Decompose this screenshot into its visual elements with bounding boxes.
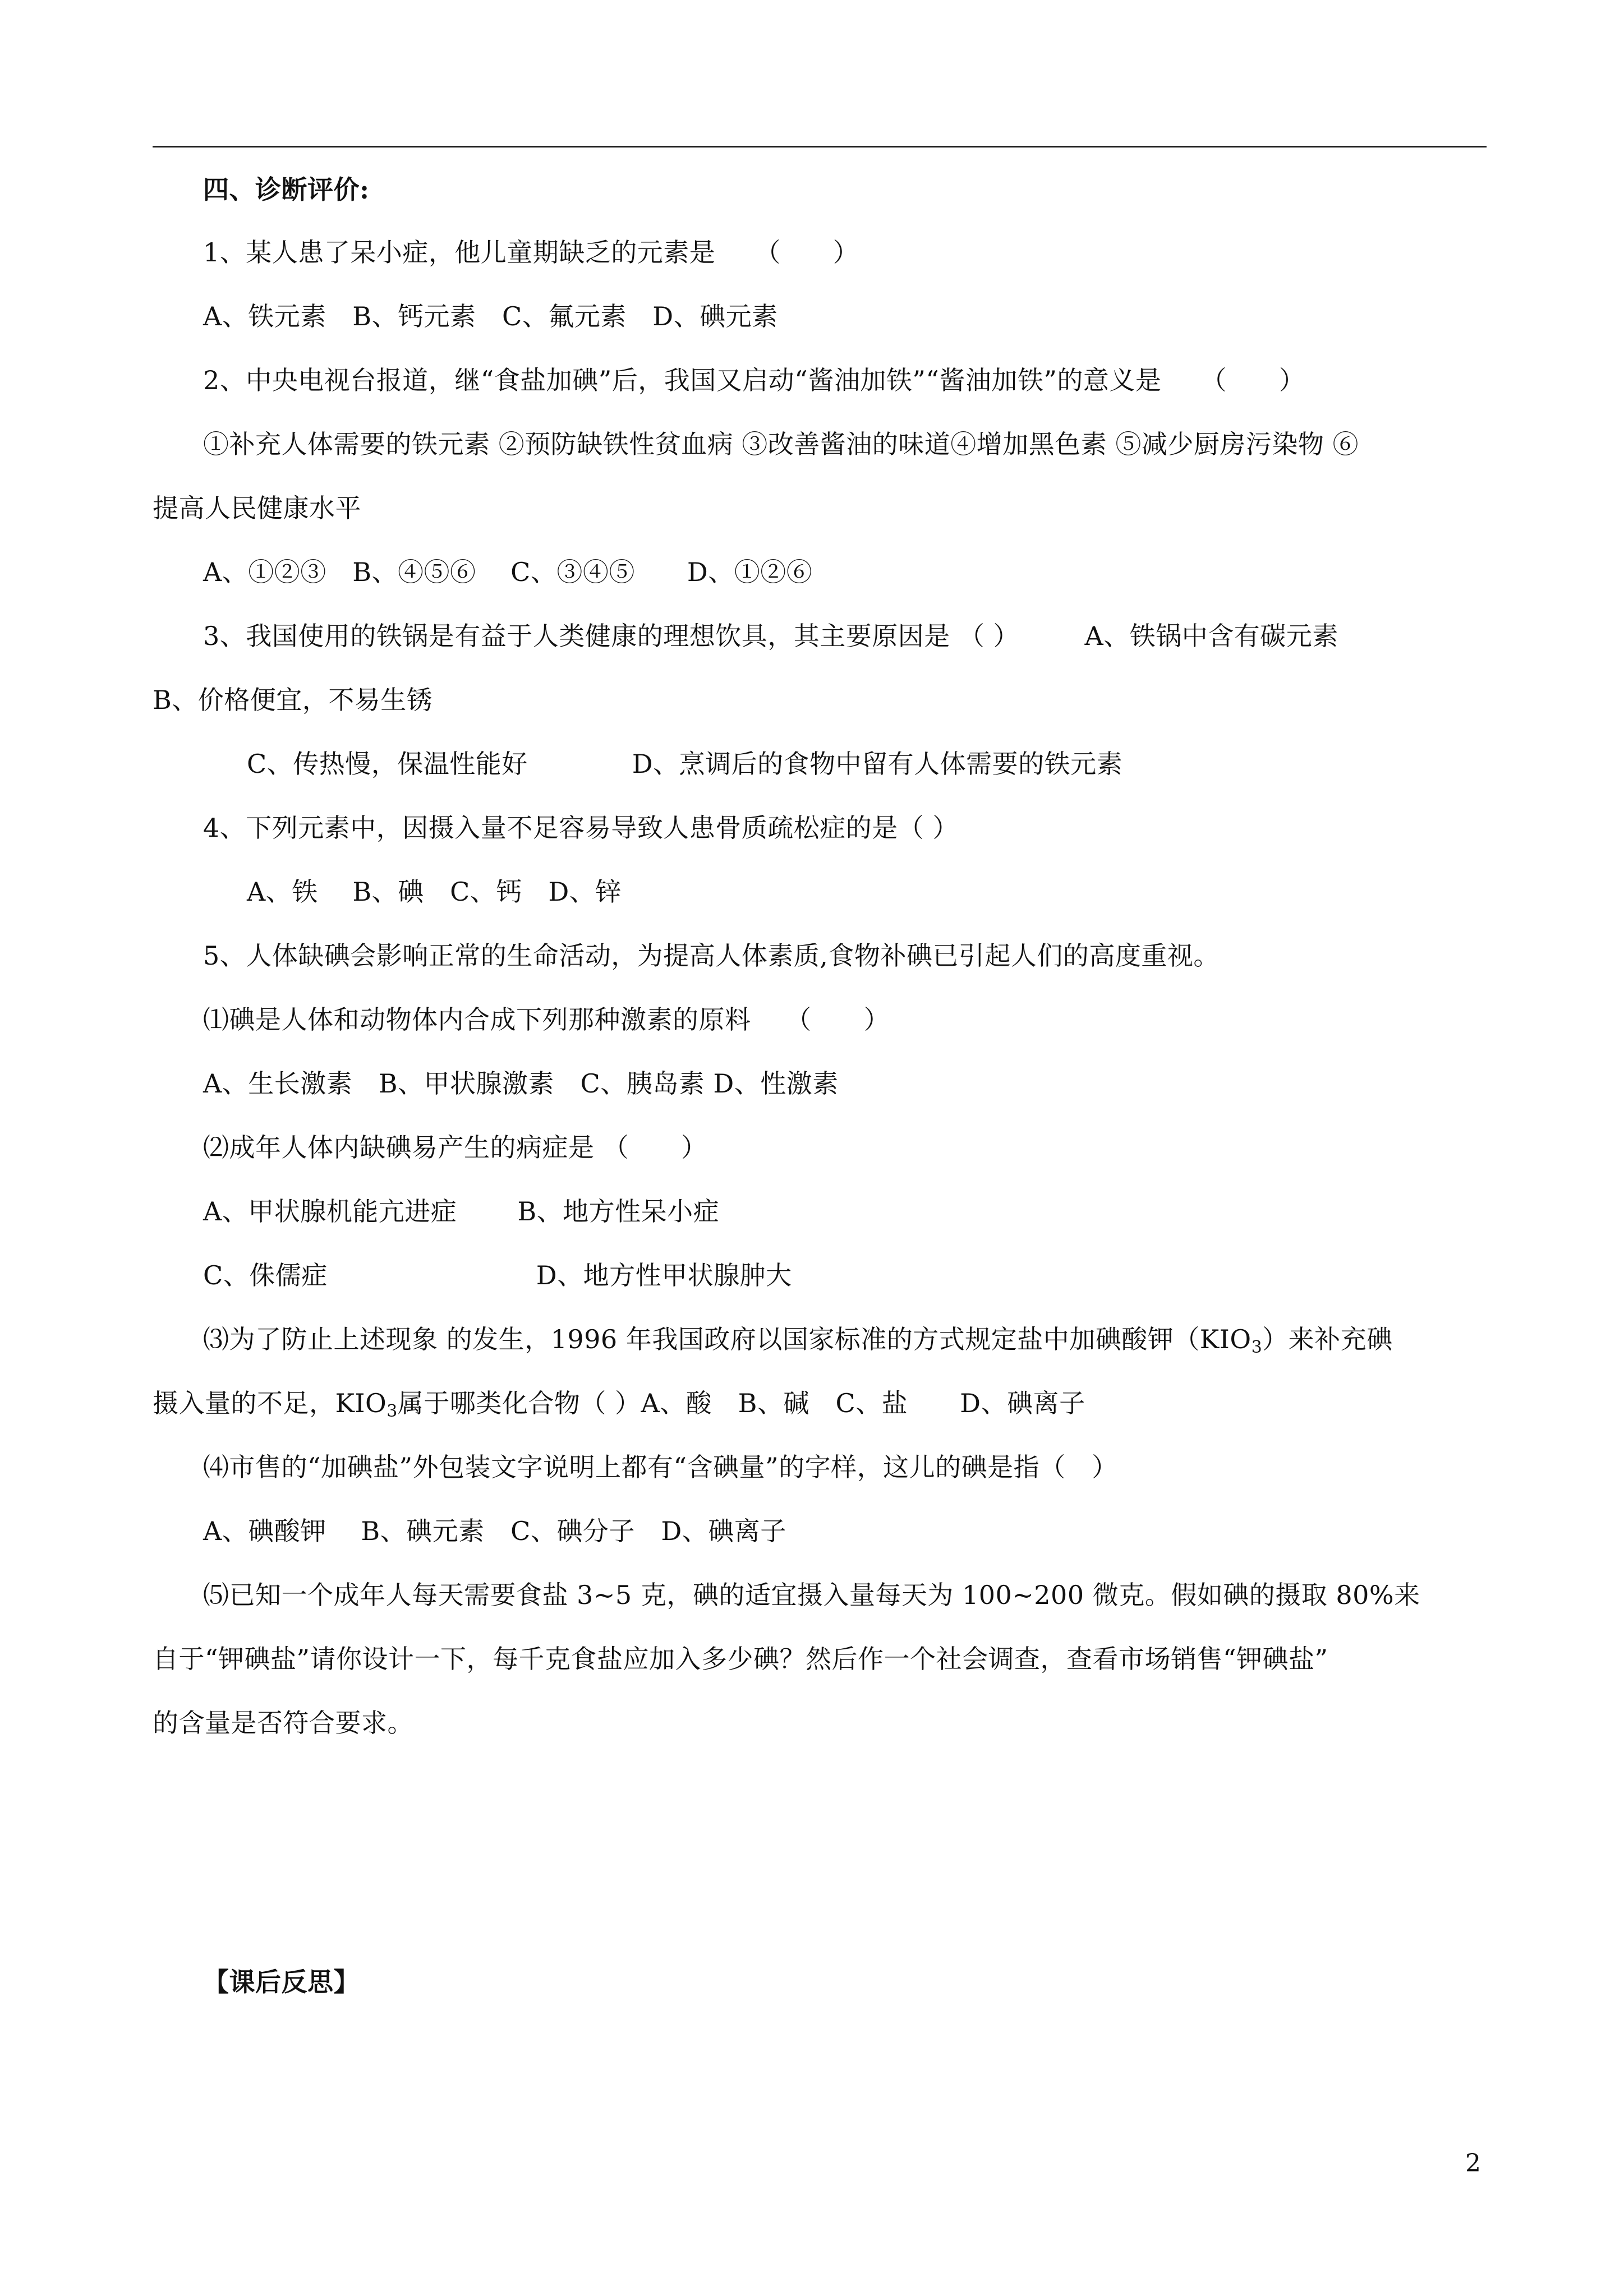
q5-part3-line1-text: ⑶为了防止上述现象 的发生，1996 年我国政府以国家标准的方式规定盐中加碘酸钾（KIO <box>203 1324 1252 1354</box>
q2-stem: 2、中央电视台报道，继“食盐加碘”后，我国又启动“酱油加铁”“酱油加铁”的意义是 （ ） <box>203 365 1305 395</box>
q2-statements-line1: ①补充人体需要的铁元素 ②预防缺铁性贫血病 ③改善酱油的味道④增加黑色素 ⑤减少厨房污染物 ⑥ <box>203 429 1359 459</box>
q5-part3-line1 <box>203 1322 1393 1356</box>
kio3-subscript: 3 <box>1251 1338 1263 1357</box>
page-number: 2 <box>1465 2149 1481 2178</box>
q5-part5-line1: ⑸已知一个成年人每天需要食盐 3~5 克，碘的适宜摄入量每天为 100~200 微克。假如碘的摄取 80%来 <box>203 1580 1420 1610</box>
q5-stem: 5、人体缺碘会影响正常的生命活动，为提高人体素质,食物补碘已引起人们的高度重视。 <box>203 940 1220 971</box>
reflection-title: 【课后反思】 <box>203 1967 360 1997</box>
q5-part3-line1-tail: ）来补充碘 <box>1262 1324 1393 1354</box>
q5-part1: ⑴碘是人体和动物体内合成下列那种激素的原料 （ ） <box>203 1004 890 1035</box>
q5-part3-line2 <box>153 1386 1085 1420</box>
header-rule <box>153 146 1487 147</box>
q5-part4: ⑷市售的“加碘盐”外包装文字说明上都有“含碘量”的字样，这儿的碘是指（ ） <box>203 1452 1118 1482</box>
q1-stem: 1、某人患了呆小症，他儿童期缺乏的元素是 （ ） <box>203 237 859 268</box>
q5-part2: ⑵成年人体内缺碘易产生的病症是 （ ） <box>203 1132 707 1163</box>
q4-stem: 4、下列元素中，因摄入量不足容易导致人患骨质疏松症的是（ ） <box>203 813 959 843</box>
q2-statements-line2: 提高人民健康水平 <box>153 493 361 523</box>
q5-part3-line2-text: 摄入量的不足，KIO <box>153 1388 387 1418</box>
q3-options: C、传热慢，保温性能好 D、烹调后的食物中留有人体需要的铁元素 <box>247 749 1123 779</box>
q5-part5-line3: 的含量是否符合要求。 <box>153 1708 413 1738</box>
q5-part5-line2: 自于“钾碘盐”请你设计一下，每千克食盐应加入多少碘？然后作一个社会调查，查看市场销售“钾碘盐” <box>153 1644 1328 1674</box>
kio3-subscript: 3 <box>387 1401 398 1421</box>
q5-part1-options: A、生长激素 B、甲状腺激素 C、胰岛素 D、性激素 <box>203 1068 839 1099</box>
q1-options: A、铁元素 B、钙元素 C、氟元素 D、碘元素 <box>203 301 778 331</box>
q5-part3-line2-tail: 属于哪类化合物（ ）A、酸 B、碱 C、盐 D、碘离子 <box>397 1388 1085 1418</box>
q5-part2-options-line1: A、甲状腺机能亢进症 B、地方性呆小症 <box>203 1196 720 1227</box>
q5-part4-options: A、碘酸钾 B、碘元素 C、碘分子 D、碘离子 <box>203 1516 786 1546</box>
q3-stem-line2: B、价格便宜，不易生锈 <box>153 685 433 715</box>
q4-options: A、铁 B、碘 C、钙 D、锌 <box>247 877 622 907</box>
q5-part2-options-line2: C、侏儒症 D、地方性甲状腺肿大 <box>203 1260 792 1290</box>
q3-stem-line1: 3、我国使用的铁锅是有益于人类健康的理想饮具，其主要原因是 （ ） A、铁锅中含有碳元素 <box>203 621 1338 651</box>
q2-options: A、①②③ B、④⑤⑥ C、③④⑤ D、①②⑥ <box>203 557 813 587</box>
section-title: 四、诊断评价: <box>203 174 370 205</box>
